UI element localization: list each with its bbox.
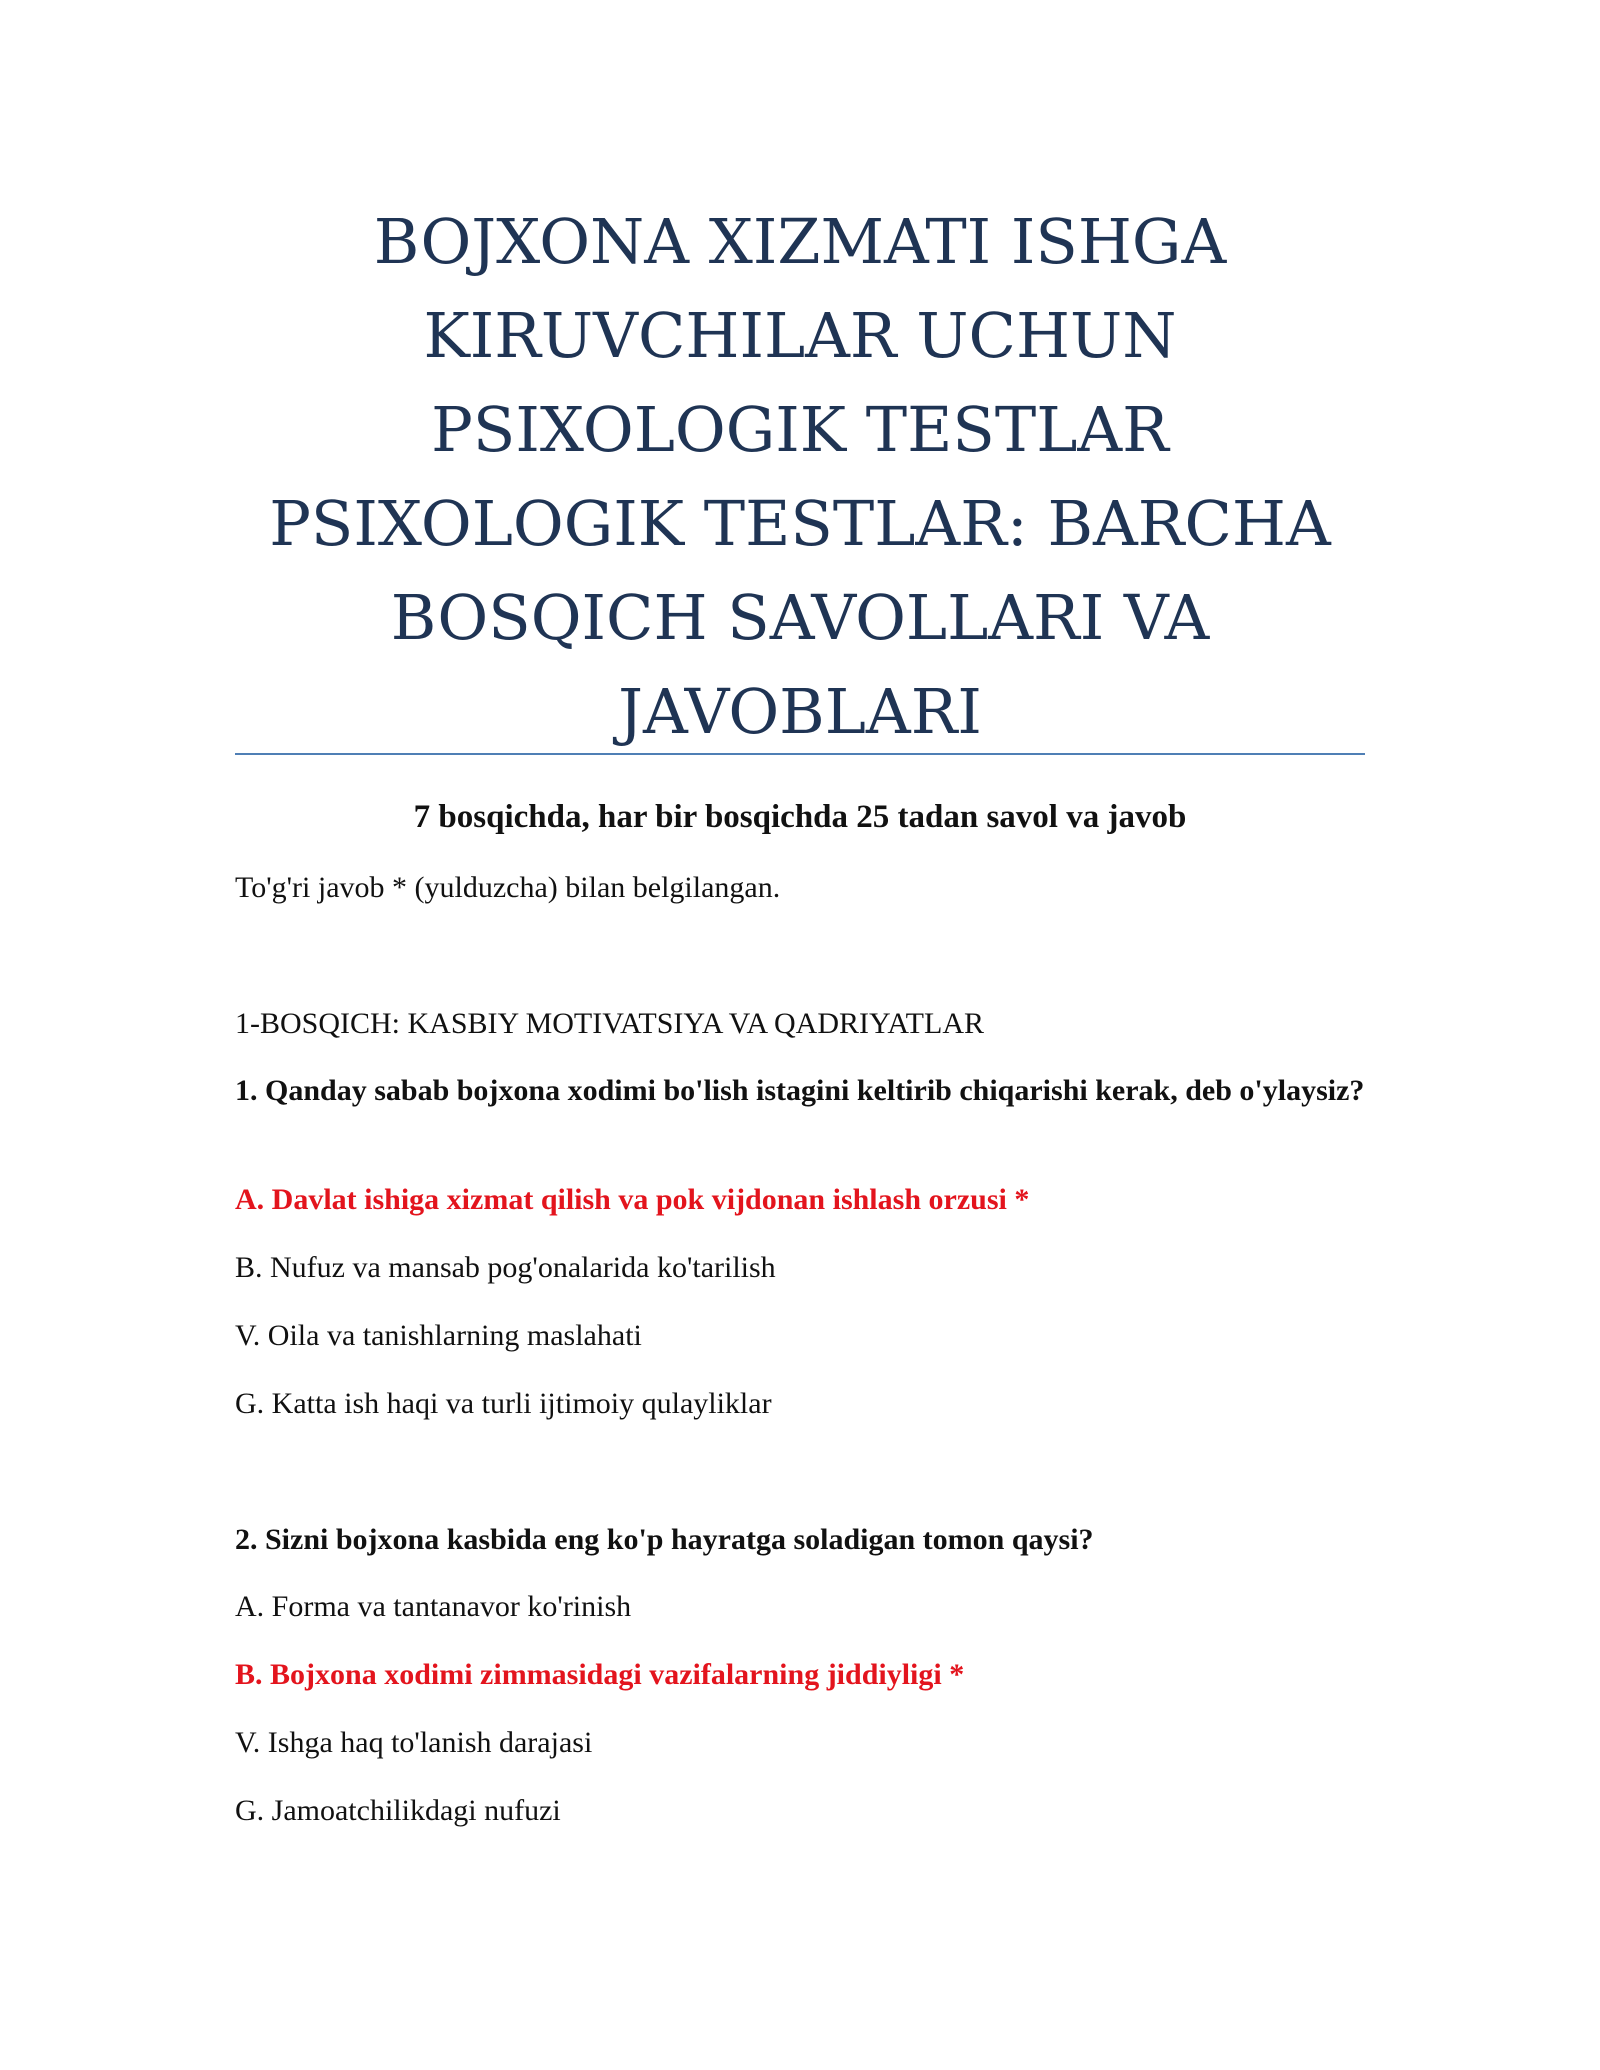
answer-option-correct: A. Davlat ishiga xizmat qilish va pok vijdonan ishlash orzusi * [235, 1183, 1030, 1216]
answer-key-note: To'g'ri javob * (yulduzcha) bilan belgilangan. [235, 871, 781, 904]
document-title [235, 195, 1365, 759]
answer-option: B. Nufuz va mansab pog'onalarida ko'tarilish [235, 1251, 776, 1284]
title-divider [235, 753, 1365, 755]
title-line: BOSQICH SAVOLLARI VA [390, 581, 1210, 654]
question-2: 2. Sizni bojxona kasbida eng ko'p hayratga soladigan tomon qaysi? [235, 1523, 1094, 1556]
answer-option: V. Ishga haq to'lanish darajasi [235, 1726, 593, 1759]
title-line: PSIXOLOGIK TESTLAR [431, 393, 1169, 466]
document-subtitle: 7 bosqichda, har bir bosqichda 25 tadan savol va javob [413, 799, 1187, 835]
answer-option-correct: B. Bojxona xodimi zimmasidagi vazifalarning jiddiyligi * [235, 1658, 965, 1691]
title-line: KIRUVCHILAR UCHUN [423, 299, 1177, 372]
stage-heading: 1-BOSQICH: KASBIY MOTIVATSIYA VA QADRIYATLAR [235, 1007, 984, 1040]
title-line: PSIXOLOGIK TESTLAR: BARCHA [269, 487, 1331, 560]
answer-option: V. Oila va tanishlarning maslahati [235, 1319, 642, 1352]
title-line: JAVOBLARI [618, 675, 982, 748]
answer-option: G. Jamoatchilikdagi nufuzi [235, 1794, 561, 1827]
answer-option: G. Katta ish haqi va turli ijtimoiy qulayliklar [235, 1387, 772, 1420]
title-line: BOJXONA XIZMATI ISHGA [373, 205, 1227, 278]
question-1: 1. Qanday sabab bojxona xodimi bo'lish istagini keltirib chiqarishi kerak, deb o'ylaysiz? [235, 1074, 1365, 1107]
answer-option: A. Forma va tantanavor ko'rinish [235, 1590, 632, 1623]
